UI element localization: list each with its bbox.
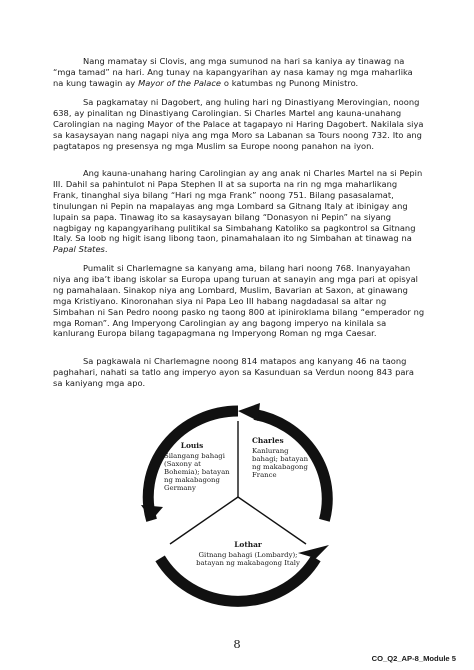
lothar-description: Gitnang bahagi (Lombardy); batayan ng makabagong Italy (196, 551, 300, 568)
segment-charles (252, 437, 314, 479)
paragraph-pepin-end: . (104, 244, 108, 255)
segment-lothar (196, 541, 300, 567)
charles-description: Kanlurang bahagi; batayan ng makabagong France (252, 447, 309, 480)
treaty-of-verdun-cycle-diagram (118, 401, 358, 621)
paragraph-pepin-text: Ang kauna-unahang haring Carolingian ay ang anak ni Charles Martel na si Pepin III. Dahil sa pahintulot ni Papa Stephen II at sa suporta na rin ng mga maharlikang Frank, tinanghal siya bilang “Hari ng mga Frank” noong 751. Bilang pasasalamat, tinulungan ni Pepin na mapalayas ang mga Lombard sa Gitnang Italy at ibinigay ang lupain sa papa. Tinawag ito sa kasaysayan bilang “Donasyon ni Pepin” na siyang nagbigay ng kapangyarihang pulitikal sa Simbahang Katoliko sa pagkontrol sa Gitnang Italy. Sa loob ng higit isang libong taon, pinamahalaan ito ng Simbahan at tinawag na (53, 168, 423, 244)
divider-right (238, 497, 306, 544)
segment-louis (164, 442, 234, 493)
paragraph-charlemagne-text: Pumalit si Charlemagne sa kanyang ama, bilang hari noong 768. Inanyayahan niya ang iba’t ibang iskolar sa Europa upang turuan at sanayin ang mga pari at opisyal ng pamahalaan. Sinakop niya ang Lombard, Muslim, Bavarian at Saxon, at ginawang mga Kristiyano. Kinoronahan siya ni Papa Leo III habang nagdadasal sa altar ng Simbahan ni San Pedro noong pasko ng taong 800 at ipiniroklama bilang “emperador ng mga Roman”. Ang Imperyong Carolingian ay ang bagong imperyo na kinilala sa kanlurang Europa bilang tagapagmana ng Imperyong Roman ng mga Caesar. (53, 263, 425, 339)
divider-left (170, 497, 238, 544)
paragraph-verdun-text: Sa pagkawala ni Charlemagne noong 814 matapos ang kanyang 46 na taong paghahari, nahati sa tatlo ang imperyo ayon sa Kasunduan sa Verdun noong 843 para sa kaniyang mga apo. (53, 356, 414, 388)
paragraph-dagobert-text: Sa pagkamatay ni Dagobert, ang huling hari ng Dinastiyang Merovingian, noong 638, ay pinalitan ng Dinastiyang Carolingian. Si Charles Martel ang kauna-unahang Carolingian na naging Mayor of the Palace at tagapayo ni Haring Dagobert. Nakilala siya sa kasaysayan nang nagapi niya ang mga Moro sa Labanan sa Tours noong 732. Ito ang pagtatapos ng presensya ng mga Muslim sa Europe noong panahon na iyon. (53, 97, 424, 151)
papal-states-term: Papal States (53, 244, 105, 255)
arrow-head-charles (238, 403, 260, 421)
arrow-head-lothar (298, 545, 329, 558)
paragraph-clovis (53, 56, 425, 89)
louis-title: Louis (180, 441, 204, 450)
paragraph-verdun (53, 356, 425, 389)
charles-title: Charles (252, 436, 284, 445)
page-number: 8 (233, 637, 241, 651)
paragraph-dagobert (53, 97, 425, 152)
mayor-of-the-palace-term: Mayor of the Palace (138, 77, 221, 88)
lothar-title: Lothar (234, 540, 262, 549)
module-code: CO_Q2_AP-8_Module 5 (371, 654, 456, 663)
paragraph-clovis-end: o katumbas ng Punong Ministro. (223, 77, 359, 88)
louis-description: Silangang bahagi (Saxony at Bohemia); batayan ng makabagong Germany (164, 452, 230, 493)
paragraph-pepin (53, 168, 425, 255)
paragraph-charlemagne (53, 263, 425, 339)
paragraph-clovis-text: Nang mamatay si Clovis, ang mga sumunod na hari sa kaniya ay tinawag na “mga tamad” na hari. Ang tunay na kapangyarihan ay nasa kamay ng mga maharlika na kung tawagin ay (53, 56, 413, 88)
